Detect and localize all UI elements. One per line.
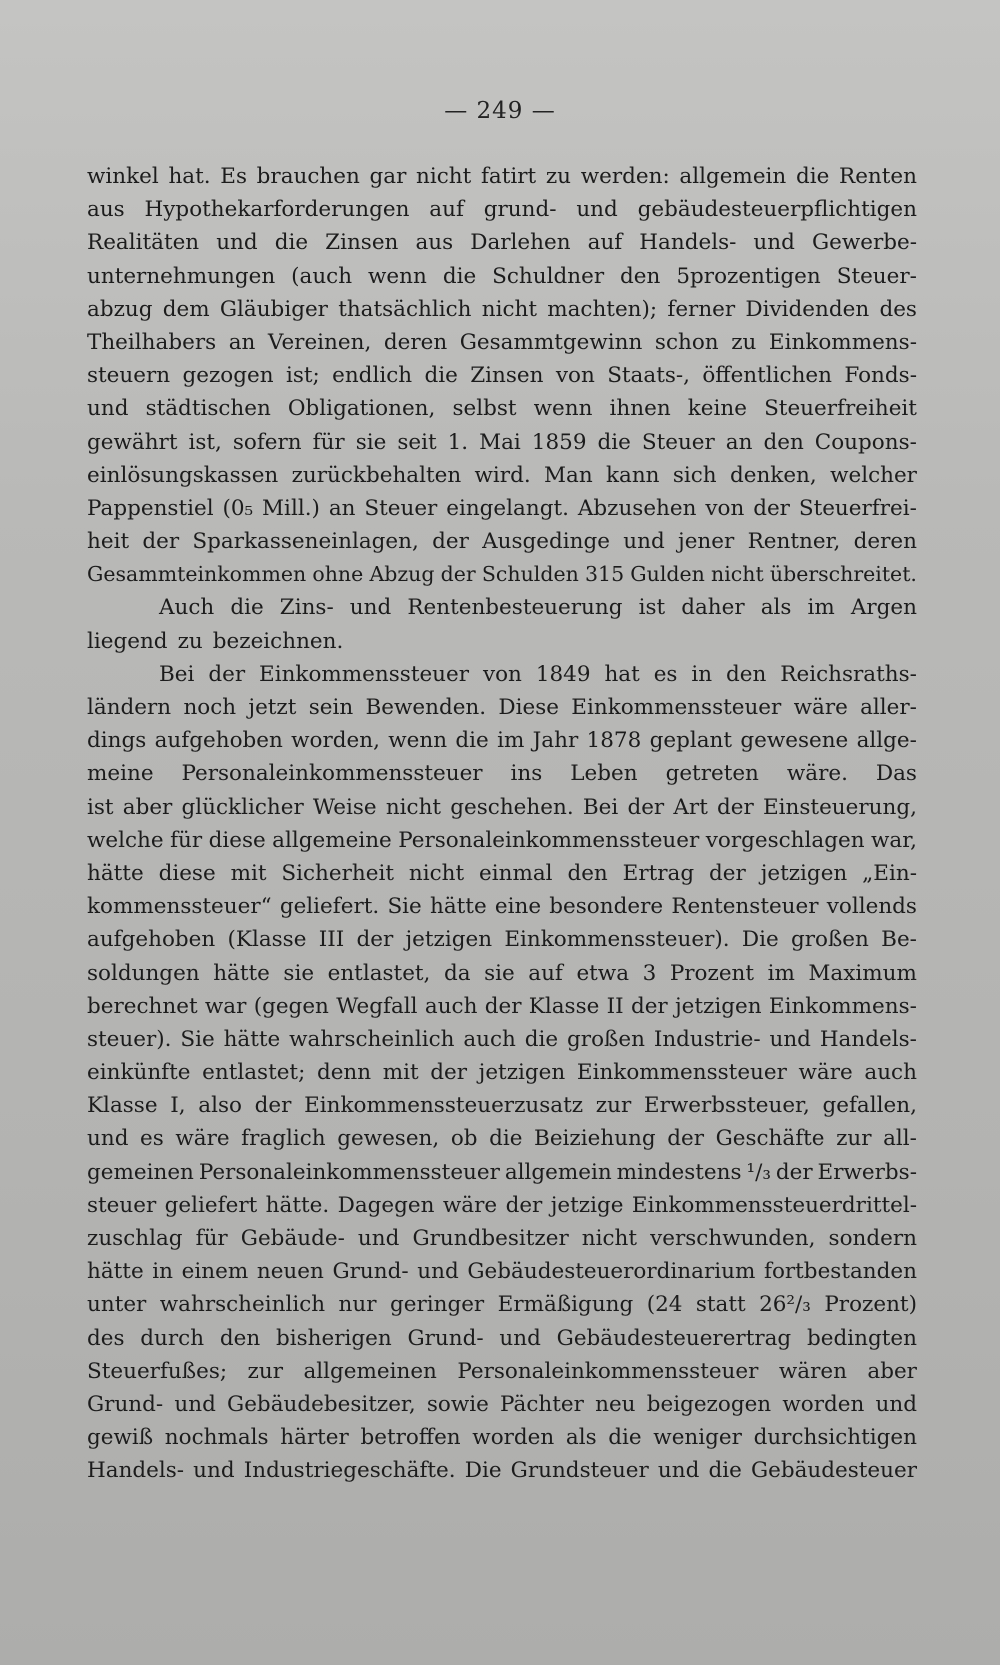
text-line: unternehmungen (auch wenn die Schuldner den 5prozentigen Steuer-: [87, 263, 917, 289]
text-line: gewiß nochmals härter betroffen worden als die weniger durchsichtigen: [87, 1425, 917, 1451]
text-line: Auch die Zins- und Rentenbesteuerung ist daher als im Argen: [159, 595, 917, 621]
text-line: Klasse I, also der Einkommenssteuerzusatz zur Erwerbssteuer, gefallen,: [87, 1093, 917, 1119]
text-line: kommenssteuer“ geliefert. Sie hätte eine besondere Rentensteuer vollends: [87, 894, 917, 920]
text-line: und es wäre fraglich gewesen, ob die Beiziehung der Geschäfte zur all-: [87, 1126, 917, 1152]
text-line: Handels- und Industriegeschäfte. Die Grundsteuer und die Gebäudesteuer: [87, 1458, 917, 1484]
text-line: aus Hypothekarforderungen auf grund- und gebäudesteuerpflichtigen: [87, 197, 917, 223]
text-line: soldungen hätte sie entlastet, da sie auf etwa 3 Prozent im Maximum: [87, 960, 917, 986]
text-line: ist aber glücklicher Weise nicht geschehen. Bei der Art der Einsteuerung,: [87, 794, 917, 820]
text-line: hätte diese mit Sicherheit nicht einmal den Ertrag der jetzigen „Ein-: [87, 860, 917, 886]
text-line: hätte in einem neuen Grund- und Gebäudesteuerordinarium fortbestanden: [87, 1259, 917, 1285]
text-line: gemeinen Personaleinkommenssteuer allgemein mindestens ¹/₃ der Erwerbs-: [87, 1159, 917, 1185]
text-line: unter wahrscheinlich nur geringer Ermäßigung (24 statt 26²/₃ Prozent): [87, 1292, 917, 1318]
text-line: berechnet war (gegen Wegfall auch der Klasse II der jetzigen Einkommens-: [87, 993, 917, 1019]
text-line: zuschlag für Gebäude- und Grundbesitzer nicht verschwunden, sondern: [87, 1226, 917, 1251]
text-line: steuer geliefert hätte. Dagegen wäre der jetzige Einkommenssteuerdrittel-: [87, 1192, 917, 1218]
text-line: steuern gezogen ist; endlich die Zinsen von Staats-, öffentlichen Fonds-: [87, 363, 917, 389]
text-line: winkel hat. Es brauchen gar nicht fatirt zu werden: allgemein die Renten: [87, 164, 917, 189]
text-line: liegend zu bezeichnen.: [87, 628, 344, 654]
text-line: Steuerfußes; zur allgemeinen Personaleinkommenssteuer wären aber: [87, 1358, 917, 1384]
text-line: steuer). Sie hätte wahrscheinlich auch die großen Industrie- und Handels-: [87, 1026, 917, 1052]
text-line: einkünfte entlastet; denn mit der jetzigen Einkommenssteuer wäre auch: [87, 1060, 917, 1086]
text-line: gewährt ist, sofern für sie seit 1. Mai 1859 die Steuer an den Coupons-: [87, 429, 917, 455]
text-line: Theilhabers an Vereinen, deren Gesammtgewinn schon zu Einkommens-: [87, 329, 917, 355]
text-line: Pappenstiel (0₅ Mill.) an Steuer eingelangt. Abzusehen von der Steuerfrei-: [87, 495, 917, 521]
text-line: aufgehoben (Klasse III der jetzigen Einkommenssteuer). Die großen Be-: [87, 927, 917, 953]
text-line: abzug dem Gläubiger thatsächlich nicht machten); ferner Dividenden des: [87, 296, 917, 322]
text-line: Bei der Einkommenssteuer von 1849 hat es in den Reichsraths-: [159, 661, 917, 687]
text-line: Grund- und Gebäudebesitzer, sowie Pächter neu beigezogen worden und: [87, 1391, 917, 1417]
text-line: welche für diese allgemeine Personaleinkommenssteuer vorgeschlagen war,: [87, 827, 917, 853]
text-line: einlösungskassen zurückbehalten wird. Man kann sich denken, welcher: [87, 462, 917, 488]
text-line: dings aufgehoben worden, wenn die im Jahr 1878 geplant gewesene allge-: [87, 728, 917, 754]
text-line: Gesammteinkommen ohne Abzug der Schulden 315 Gulden nicht überschreitet.: [87, 562, 917, 587]
text-line: und städtischen Obligationen, selbst wenn ihnen keine Steuerfreiheit: [87, 396, 917, 422]
text-line: des durch den bisherigen Grund- und Gebäudesteuerertrag bedingten: [87, 1325, 917, 1351]
body-text: [87, 160, 917, 1488]
page-number: — 249 —: [444, 98, 556, 124]
text-line: ländern noch jetzt sein Bewenden. Diese Einkommenssteuer wäre aller-: [87, 695, 917, 720]
text-line: heit der Sparkasseneinlagen, der Ausgedinge und jener Rentner, deren: [87, 529, 917, 555]
text-line: Realitäten und die Zinsen aus Darlehen auf Handels- und Gewerbe-: [87, 230, 917, 256]
text-line: meine Personaleinkommenssteuer ins Leben getreten wäre. Das: [87, 761, 917, 787]
